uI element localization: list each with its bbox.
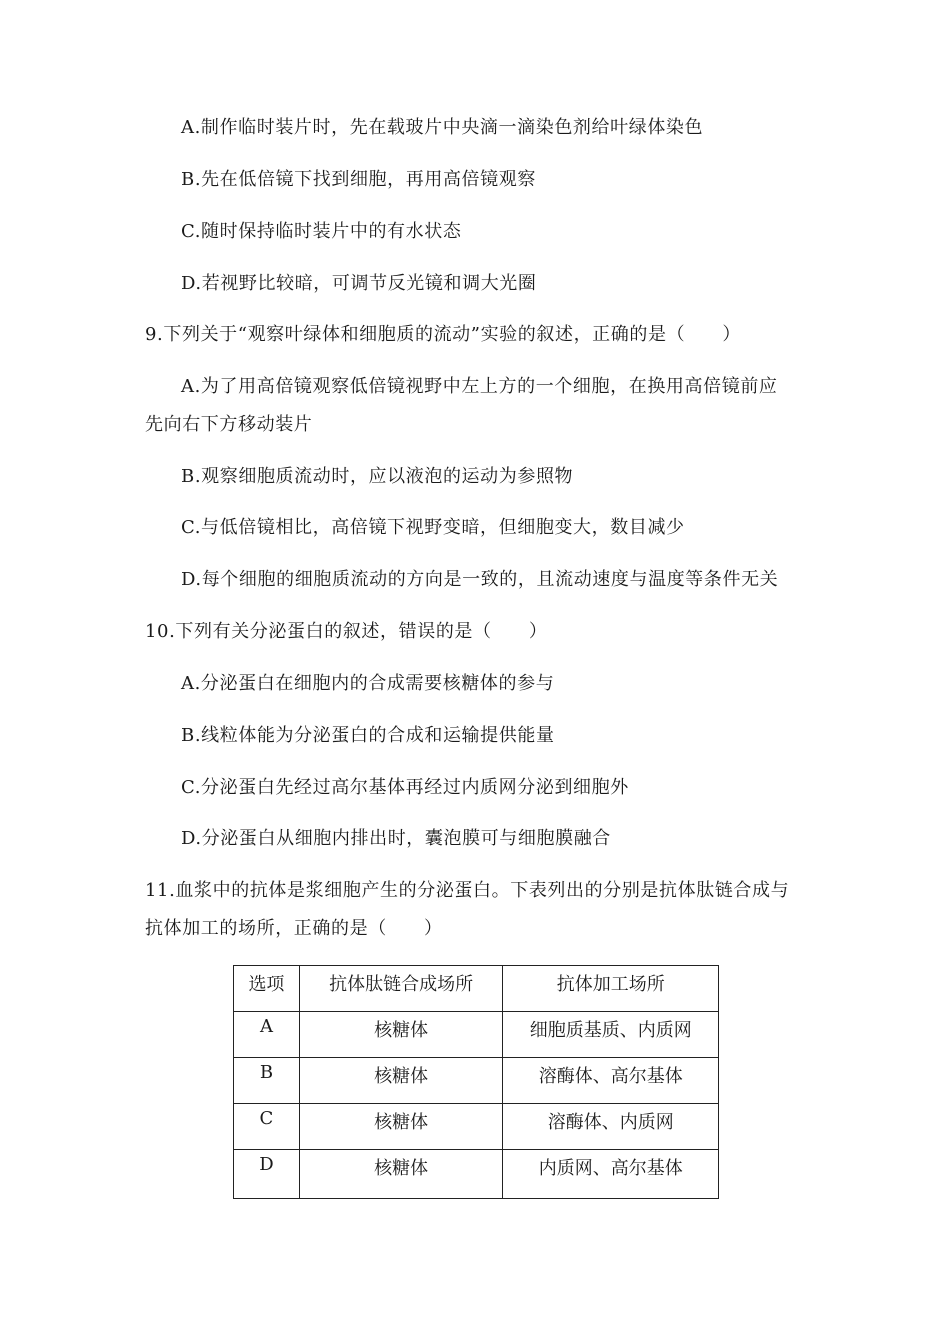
- row-processing-site: 溶酶体、内质网: [503, 1104, 719, 1150]
- q9-option-a-line1: A.为了用高倍镜观察低倍镜视野中左上方的一个细胞，在换用高倍镜前应: [181, 376, 778, 397]
- q8-option-b: B.先在低倍镜下找到细胞，再用高倍镜观察: [181, 169, 536, 190]
- table-row: [234, 1058, 719, 1104]
- row-synthesis-site: 核糖体: [299, 1150, 503, 1199]
- header-processing-site: 抗体加工场所: [503, 966, 719, 1012]
- q9-option-a-line2: 先向右下方移动装片: [145, 414, 313, 435]
- q8-option-d: D.若视野比较暗，可调节反光镜和调大光圈: [181, 273, 537, 294]
- q9-option-c: C.与低倍镜相比，高倍镜下视野变暗，但细胞变大，数目减少: [181, 517, 685, 538]
- q8-option-c: C.随时保持临时装片中的有水状态: [181, 221, 462, 242]
- q11-answer-table: [233, 965, 719, 1199]
- q10-option-c: C.分泌蛋白先经过高尔基体再经过内质网分泌到细胞外: [181, 777, 629, 798]
- row-processing-site: 溶酶体、高尔基体: [503, 1058, 719, 1104]
- q10-option-d: D.分泌蛋白从细胞内排出时，囊泡膜可与细胞膜融合: [181, 828, 611, 849]
- q8-option-a: A.制作临时装片时，先在载玻片中央滴一滴染色剂给叶绿体染色: [181, 117, 704, 138]
- row-synthesis-site: 核糖体: [299, 1104, 503, 1150]
- row-option: B: [234, 1058, 300, 1104]
- table-row: [234, 1104, 719, 1150]
- table-header-row: [234, 966, 719, 1012]
- row-processing-site: 细胞质基质、内质网: [503, 1012, 719, 1058]
- table-row: [234, 1012, 719, 1058]
- q9-option-d: D.每个细胞的细胞质流动的方向是一致的，且流动速度与温度等条件无关: [181, 569, 779, 590]
- row-synthesis-site: 核糖体: [299, 1012, 503, 1058]
- q10-option-a: A.分泌蛋白在细胞内的合成需要核糖体的参与: [181, 673, 555, 694]
- row-option: D: [234, 1150, 300, 1199]
- q11-stem-line1: 11.血浆中的抗体是浆细胞产生的分泌蛋白。下表列出的分别是抗体肽链合成与: [145, 880, 790, 901]
- header-synthesis-site: 抗体肽链合成场所: [299, 966, 503, 1012]
- q10-option-b: B.线粒体能为分泌蛋白的合成和运输提供能量: [181, 725, 555, 746]
- table-row: [234, 1150, 719, 1199]
- q10-stem: 10.下列有关分泌蛋白的叙述，错误的是（ ）: [145, 621, 548, 642]
- row-processing-site: 内质网、高尔基体: [503, 1150, 719, 1199]
- row-synthesis-site: 核糖体: [299, 1058, 503, 1104]
- header-option: 选项: [234, 966, 300, 1012]
- q9-option-b: B.观察细胞质流动时，应以液泡的运动为参照物: [181, 466, 574, 487]
- q9-stem: 9.下列关于“观察叶绿体和细胞质的流动”实验的叙述，正确的是（ ）: [145, 324, 741, 345]
- row-option: A: [234, 1012, 300, 1058]
- q11-stem-line2: 抗体加工的场所，正确的是（ ）: [145, 918, 443, 939]
- row-option: C: [234, 1104, 300, 1150]
